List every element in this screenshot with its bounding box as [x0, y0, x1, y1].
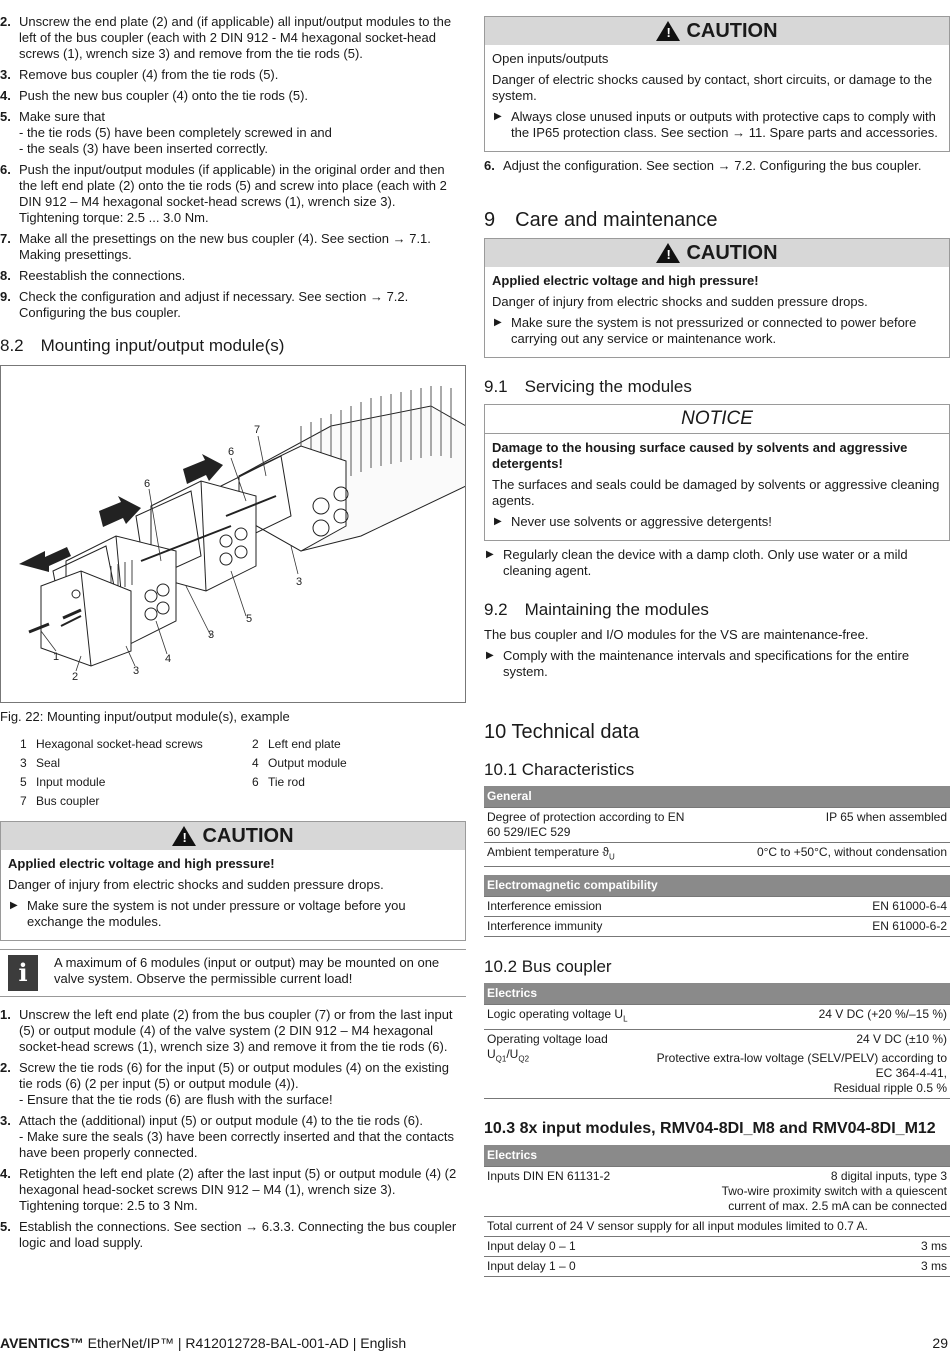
figure-caption: Fig. 22: Mounting input/output module(s), example	[0, 709, 290, 724]
fig-label-3b: 3	[208, 629, 215, 641]
caution-headline: Open inputs/outputs	[492, 51, 609, 66]
fig-label-1: 1	[53, 651, 60, 663]
exploded-assembly-drawing	[1, 366, 465, 702]
footer-brand: AVENTICS™	[0, 1335, 84, 1351]
step-item: 5. Make sure that - the tie rods (5) have been completely screwed in and - the seals (3) have been inserted correctly.	[0, 109, 332, 156]
step-item: 7. Make all the presettings on the new bus coupler (4). See section → 7.1. Making presettings.	[0, 231, 431, 262]
step-item: 6. Push the input/output modules (if applicable) in the original order and then the left end plate (2) onto the tie rods (5) and screw into place (each with 2 DIN 912 – M4 hexagonal socket-head screws (1), wrench size 3). Tightening torque: 2.5 ... 3.0 Nm.	[0, 162, 447, 225]
info-text: A maximum of 6 modules (input or output) may be mounted on one valve system. Observe the permissible current load!	[54, 955, 440, 986]
table-row: Degree of protection according to EN 60 529/IEC 529 IP 65 when assembled	[484, 808, 950, 843]
page-footer	[0, 1335, 950, 1351]
section-heading-9-2: 9.2 Maintaining the modules	[484, 600, 709, 619]
table-row: Total current of 24 V sensor supply for all input modules limited to 0.7 A.	[484, 1216, 950, 1236]
table-row: Operating voltage load $U_{Q1}/U_{Q2}$ 24 V DC (±10 %) Protective extra-low voltage (SELV/PELV) according to EC 364-4-41, Residual ripple 0.5 %	[484, 1029, 950, 1098]
fig-label-2: 2	[72, 671, 79, 683]
fig-label-6a: 6	[144, 478, 151, 490]
triangle-bullet-icon: ▶	[486, 650, 494, 661]
table-group-header: Electrics	[484, 983, 950, 1005]
table-input-modules	[484, 1145, 950, 1277]
table-group-header: Electrics	[484, 1145, 950, 1167]
step-item: 2. Screw the tie rods (6) for the input (5) or output modules (4) on the existing tie rods (6) (2 per input (5) or output module (4)). - Ensure that the tie rods (6) are flush with the surface!	[0, 1060, 449, 1107]
notice-title: NOTICE	[485, 405, 949, 434]
legend-item: 2 Left end plate	[252, 737, 341, 751]
triangle-bullet-icon: ▶	[10, 900, 18, 911]
notice-box	[484, 404, 950, 541]
step-item: 9. Check the configuration and adjust if necessary. See section → 7.2. Configuring the bus coupler.	[0, 289, 409, 320]
steps-list-top	[0, 14, 466, 321]
fig-label-7: 7	[254, 424, 261, 436]
page-number: 29	[932, 1335, 948, 1351]
step-item: 3. Attach the (additional) input (5) or output module (4) to the tie rods (6). - Make sure the seals (3) have been correctly inserted and that the contacts have been properly connected.	[0, 1113, 455, 1160]
steps-list-bottom	[0, 1007, 466, 1251]
table-row: Inputs DIN EN 61131-2 8 digital inputs, type 3 Two-wire proximity switch with a quiescent current of max. 2.5 mA can be connected	[484, 1166, 950, 1216]
info-icon: i	[8, 955, 38, 991]
left-column	[0, 14, 466, 1256]
triangle-bullet-icon: ▶	[494, 317, 502, 328]
triangle-bullet-icon: ▶	[494, 111, 502, 122]
caution-headline: Applied electric voltage and high pressure!	[8, 856, 275, 871]
warning-icon: !	[656, 243, 680, 263]
fig-label-3c: 3	[296, 576, 303, 588]
section-heading-9: 9 Care and maintenance	[484, 209, 718, 231]
caution-title: CAUTION	[686, 20, 778, 42]
info-note	[0, 949, 466, 997]
caution-headline: Applied electric voltage and high pressure!	[492, 273, 759, 288]
table-bus-coupler	[484, 983, 950, 1098]
notice-bullet: Never use solvents or aggressive detergents!	[511, 514, 772, 529]
section-heading-9-1: 9.1 Servicing the modules	[484, 377, 692, 396]
caution-bullet: Make sure the system is not pressurized or connected to power before carrying out any service or maintenance work.	[511, 315, 917, 346]
legend-item: 5 Input module	[20, 775, 106, 789]
caution-title: CAUTION	[202, 825, 294, 847]
bullet-clean: ▶ Regularly clean the device with a damp cloth. Only use water or a mild cleaning agent.	[486, 547, 908, 578]
table-row: Interference immunity EN 61000-6-2	[484, 917, 950, 937]
step-item: 3. Remove bus coupler (4) from the tie rods (5).	[0, 67, 279, 82]
section-heading-10: 10 Technical data	[484, 721, 640, 743]
fig-label-3a: 3	[133, 665, 140, 677]
footer-doc-info: EtherNet/IP™ | R412012728-BAL-001-AD | English	[83, 1335, 407, 1351]
caution-header	[1, 822, 465, 850]
bullet-intervals: ▶ Comply with the maintenance intervals and specifications for the entire system.	[486, 648, 910, 679]
caution-text: Danger of electric shocks caused by contact, short circuits, or damage to the system.	[492, 72, 933, 103]
caution-box-care	[484, 238, 950, 358]
step-6-list	[484, 158, 950, 174]
section-heading-10-2: 10.2 Bus coupler	[484, 957, 612, 977]
table-characteristics	[484, 786, 950, 937]
paragraph-maintenance: The bus coupler and I/O modules for the VS are maintenance-free.	[484, 627, 869, 642]
table-row: Ambient temperature $ϑ_U$ 0°C to +50°C, without condensation	[484, 843, 950, 867]
caution-bullet: Always close unused inputs or outputs with protective caps to comply with the IP65 protection class. See section → 11. Spare parts and accessories.	[511, 109, 938, 140]
legend-item: 7 Bus coupler	[20, 794, 100, 808]
caution-text: Danger of injury from electric shocks and sudden pressure drops.	[8, 877, 384, 892]
table-group-header: General	[484, 786, 950, 808]
caution-bullet: ▶ Make sure the system is not under pressure or voltage before you exchange the modules.	[10, 898, 406, 929]
section-heading-10-1: 10.1 Characteristics	[484, 760, 635, 779]
table-group-header: Electromagnetic compatibility	[484, 875, 950, 897]
warning-icon: !	[656, 21, 680, 41]
right-column	[484, 16, 950, 1277]
fig-label-6b: 6	[228, 446, 235, 458]
step-item: 8. Reestablish the connections.	[0, 268, 186, 283]
section-heading-8-2: 8.2 Mounting input/output module(s)	[0, 336, 285, 355]
caution-box-left	[0, 821, 466, 941]
step-item: 4. Push the new bus coupler (4) onto the tie rods (5).	[0, 88, 309, 103]
step-item: 2. Unscrew the end plate (2) and (if applicable) all input/output modules to the left of the bus coupler (each with 2 DIN 912 - M4 hexagonal socket-head screws (1), wrench size 3) and remove from the tie rods (5).	[0, 14, 452, 61]
fig-label-5: 5	[246, 613, 253, 625]
notice-headline: Damage to the housing surface caused by solvents and aggressive detergents!	[492, 440, 908, 471]
step-item: 5. Establish the connections. See section → 6.3.3. Connecting the bus coupler logic and load supply.	[0, 1219, 457, 1250]
figure-legend	[0, 735, 466, 811]
figure-mounting-modules	[0, 365, 466, 703]
triangle-bullet-icon: ▶	[486, 549, 494, 560]
caution-box-open-io	[484, 16, 950, 152]
legend-item: 3 Seal	[20, 756, 61, 770]
caution-text: Danger of injury from electric shocks and sudden pressure drops.	[492, 294, 868, 309]
notice-text: The surfaces and seals could be damaged by solvents or aggressive cleaning agents.	[492, 477, 940, 508]
warning-icon: !	[172, 826, 196, 846]
caution-title: CAUTION	[686, 242, 778, 264]
triangle-bullet-icon: ▶	[494, 516, 502, 527]
table-row: Input delay 1 – 0 3 ms	[484, 1256, 950, 1276]
step-item: 4. Retighten the left end plate (2) after the last input (5) or output module (4) (2 hexagonal head-socket screws DIN 912 – M4 (1), wrench size 3). Tightening torque: 2.5 to 3 Nm.	[0, 1166, 457, 1213]
table-row: Input delay 0 – 1 3 ms	[484, 1236, 950, 1256]
fig-label-4: 4	[165, 653, 172, 665]
legend-item: 6 Tie rod	[252, 775, 305, 789]
step-item: 1. Unscrew the left end plate (2) from the bus coupler (7) or from the last input (5) or output module (4) of the valve system (2 DIN 912 – M4 hexagonal socket-head screws (1), wrench size 3) and remove it from the tie rods (6).	[0, 1007, 453, 1054]
step-item: 6. Adjust the configuration. See section → 7.2. Configuring the bus coupler.	[484, 158, 922, 173]
table-row: Logic operating voltage $U_L$ 24 V DC (+20 %/–15 %)	[484, 1005, 950, 1029]
legend-item: 4 Output module	[252, 756, 347, 770]
section-heading-10-3: 10.3 8x input modules, RMV04-8DI_M8 and RMV04-8DI_M12	[484, 1119, 936, 1137]
table-row: Interference emission EN 61000-6-4	[484, 897, 950, 917]
legend-item: 1 Hexagonal socket-head screws	[20, 737, 203, 751]
